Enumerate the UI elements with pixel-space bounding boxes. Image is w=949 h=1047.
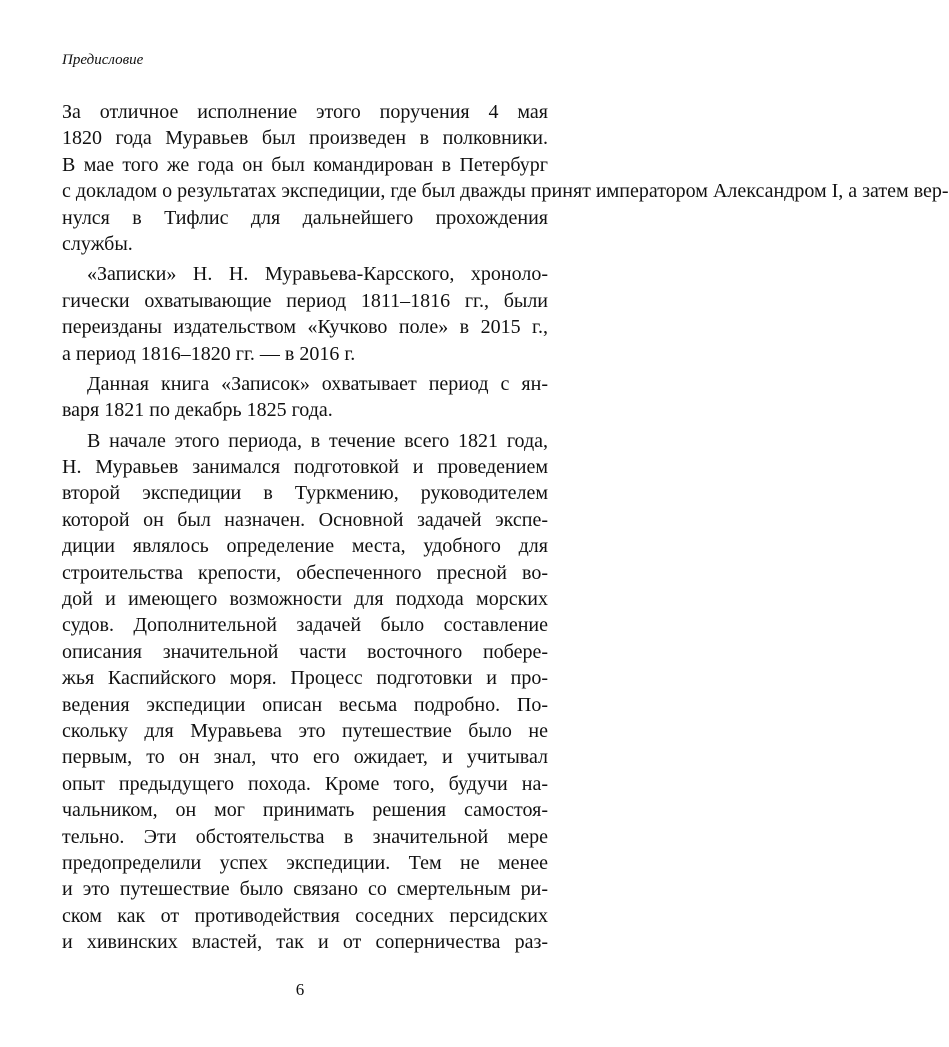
text-line: ведения экспедиции описан весьма подробно. По- [62,693,548,716]
text-line: второй экспедиции в Туркмению, руководителем [62,482,548,505]
body-text [62,99,949,956]
text-line: и это путешествие было связано со смертельным ри- [62,878,548,901]
text-line: нулся в Тифлис для дальнейшего прохождения [62,206,548,229]
text-line: жья Каспийского моря. Процесс подготовки и про- [62,667,548,690]
text-line: и хивинских властей, так и от соперничества раз- [62,931,548,954]
page-number: 6 [295,980,305,999]
text-line: ском как от противодействия соседних персидских [62,904,548,927]
text-line: предопределили успех экспедиции. Тем не менее [62,851,548,874]
text-line: За отличное исполнение этого поручения 4 мая [62,101,548,123]
paragraph [62,261,548,367]
text-line: судов. Дополнительной задачей было составление [62,614,548,637]
text-line: переизданы издательством «Кучково поле» в 2015 г., [62,316,548,339]
text-line: В мае того же года он был командирован в Петербург [62,153,548,176]
text-line: строительства крепости, обеспеченного пресной во- [62,561,548,584]
text-line: Н. Муравьев занимался подготовкой и проведением [62,456,548,479]
text-line: диции являлось определение места, удобного для [62,535,548,558]
text-line: которой он был назначен. Основной задачей экспе- [62,508,548,531]
paragraph [62,99,949,257]
text-line: чальником, он мог принимать решения самостоя- [62,799,548,822]
paragraph [62,428,548,956]
text-line: службы. [62,232,133,255]
text-line: описания значительной части восточного побере- [62,640,548,663]
text-line: дой и имеющего возможности для подхода морских [62,588,548,611]
text-line: скольку для Муравьева это путешествие было не [62,719,548,742]
text-line: «Записки» Н. Н. Муравьева-Карсского, хроноло- [87,263,548,286]
text-line: а период 1816–1820 гг. — в 2016 г. [62,342,356,365]
running-head: Предисловие [62,52,144,68]
text-line: опыт предыдущего похода. Кроме того, будучи на- [62,772,548,795]
text-line: первым, то он знал, что его ожидает, и учитывал [62,746,548,769]
text-line: гически охватывающие период 1811–1816 гг., были [62,289,548,312]
text-line: с докладом о результатах экспедиции, где был дважды принят императором Александром I, а затем вер- [62,180,949,203]
text-line: Данная книга «Записок» охватывает период с ян- [87,372,548,395]
text-line: тельно. Эти обстоятельства в значительной мере [62,825,548,848]
paragraph [62,371,548,424]
text-line: В начале этого периода, в течение всего 1821 года, [87,429,548,452]
text-line: варя 1821 по декабрь 1825 года. [62,399,333,422]
text-line: 1820 года Муравьев был произведен в полковники. [62,127,548,150]
